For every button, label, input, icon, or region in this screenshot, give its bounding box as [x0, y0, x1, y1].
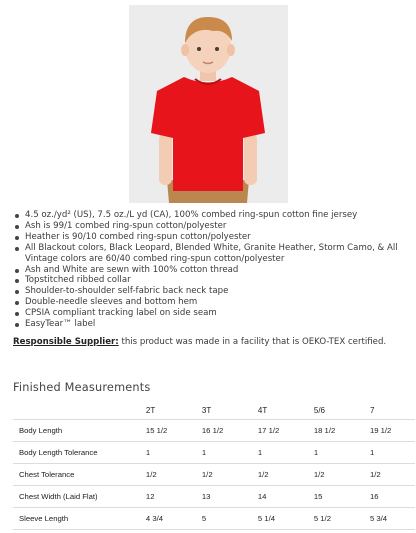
product-features-list [13, 210, 408, 330]
measurement-label: Chest Width (Laid Flat) [13, 486, 135, 508]
measurement-value: 1 [303, 442, 359, 464]
finished-measurements-heading: Finished Measurements [13, 381, 151, 394]
measurement-value: 15 1/2 [135, 420, 191, 442]
measurement-label: Sleeve Length [13, 508, 135, 530]
feature-item: CPSIA compliant tracking label on side seam [13, 308, 408, 319]
measurement-value: 4 3/4 [135, 508, 191, 530]
table-row [13, 508, 415, 530]
size-header: 3T [201, 405, 212, 415]
table-row [13, 420, 415, 442]
size-header: 5/6 [313, 405, 325, 415]
measurement-label: Body Length [13, 420, 135, 442]
measurement-value: 1/2 [303, 464, 359, 486]
measurement-value: 14 [247, 486, 303, 508]
feature-item: All Blackout colors, Black Leopard, Blended White, Granite Heather, Storm Camo, & All Vintage colors are 60/40 combed ring-spun cotton/polyester [13, 243, 408, 265]
measurement-value: 12 [135, 486, 191, 508]
measurement-value: 19 1/2 [359, 420, 415, 442]
measurement-value: 1/2 [359, 464, 415, 486]
measurement-value: 1 [191, 442, 247, 464]
size-header: 4T [257, 405, 268, 415]
size-header-blank [13, 401, 135, 420]
measurement-value: 1 [135, 442, 191, 464]
responsible-supplier-label: Responsible Supplier: [13, 337, 119, 347]
measurement-value: 1 [359, 442, 415, 464]
measurement-value: 1/2 [247, 464, 303, 486]
feature-item: EasyTear™ label [13, 319, 408, 330]
feature-item: Double-needle sleeves and bottom hem [13, 297, 408, 308]
feature-item: Shoulder-to-shoulder self-fabric back neck tape [13, 286, 408, 297]
measurement-value: 5 1/2 [303, 508, 359, 530]
size-header-row [13, 401, 415, 420]
table-row [13, 442, 415, 464]
feature-item: Ash and White are sewn with 100% cotton thread [13, 265, 408, 276]
table-row [13, 486, 415, 508]
product-photo [129, 5, 288, 203]
measurement-value: 1 [247, 442, 303, 464]
measurement-value: 1/2 [135, 464, 191, 486]
measurement-value: 17 1/2 [247, 420, 303, 442]
measurement-value: 15 [303, 486, 359, 508]
feature-item: Topstitched ribbed collar [13, 275, 408, 286]
table-row [13, 464, 415, 486]
measurement-value: 16 [359, 486, 415, 508]
size-header: 7 [369, 405, 375, 415]
measurement-label: Chest Tolerance [13, 464, 135, 486]
feature-item: Ash is 99/1 combed ring-spun cotton/polyester [13, 221, 408, 232]
measurement-value: 5 3/4 [359, 508, 415, 530]
measurements-table [13, 401, 415, 530]
measurement-value: 5 [191, 508, 247, 530]
feature-item: Heather is 90/10 combed ring-spun cotton/polyester [13, 232, 408, 243]
measurement-value: 18 1/2 [303, 420, 359, 442]
measurement-value: 1/2 [191, 464, 247, 486]
responsible-supplier-note [13, 337, 408, 347]
child-model-image [129, 5, 288, 203]
size-header: 2T [145, 405, 156, 415]
feature-item: 4.5 oz./yd² (US), 7.5 oz./L yd (CA), 100% combed ring-spun cotton fine jersey [13, 210, 408, 221]
responsible-supplier-text: this product was made in a facility that is OEKO-TEX certified. [118, 337, 387, 347]
measurement-value: 16 1/2 [191, 420, 247, 442]
measurement-value: 13 [191, 486, 247, 508]
measurement-value: 5 1/4 [247, 508, 303, 530]
measurement-label: Body Length Tolerance [13, 442, 135, 464]
